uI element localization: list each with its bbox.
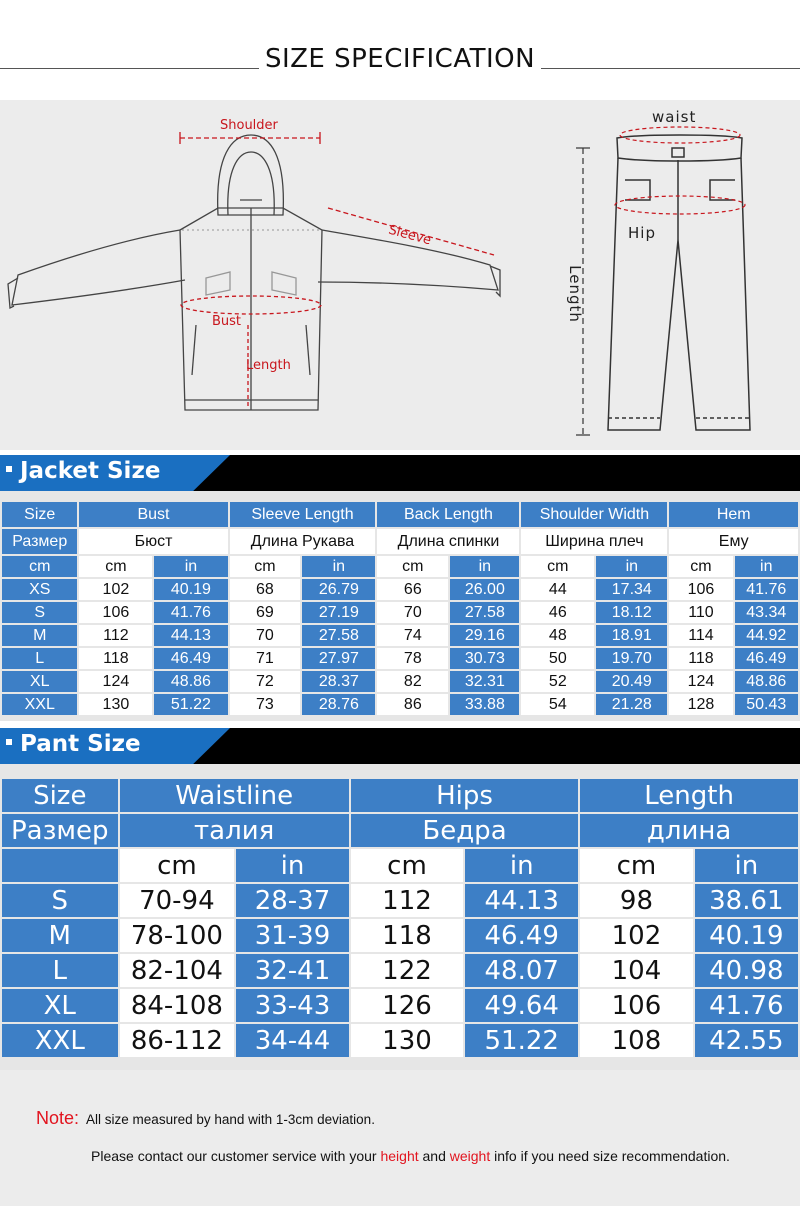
pant-header-ru-row [2,814,798,847]
size-illustration [0,100,800,450]
jacket-value-cell: 30.73 [450,648,519,669]
jacket-value-cell: 70 [230,625,301,646]
jacket-value-cell: 124 [79,671,152,692]
length-label: Length [246,358,291,373]
jacket-unit: in [735,556,799,577]
jacket-unit: in [154,556,227,577]
pant-header-hips: Hips [351,779,578,812]
jacket-row [2,648,798,669]
jacket-value-cell: 114 [669,625,732,646]
pant-size-table [0,777,800,1059]
pant-value-cell: 44.13 [465,884,578,917]
note-label: Note: [36,1108,80,1128]
pant-value-cell: 82-104 [120,954,235,987]
note-line-1 [36,1108,375,1129]
pant-header-length: Length [580,779,798,812]
pant-value-cell: 130 [351,1024,463,1057]
pant-row [2,1024,798,1057]
jacket-value-cell: 70 [377,602,448,623]
jacket-header-back: Back Length [377,502,519,527]
pant-header-ru-length: длина [580,814,798,847]
note-text-2a: Please contact our customer service with your [91,1148,377,1164]
jacket-header-ru-sleeve: Длина Рукава [230,529,376,554]
pant-value-cell: 40.19 [695,919,798,952]
pant-size-cell: XXL [2,1024,118,1057]
pant-header-ru-size: Размер [2,814,118,847]
jacket-size-cell: M [2,625,77,646]
jacket-value-cell: 48.86 [154,671,227,692]
pant-unit: in [695,849,798,882]
jacket-size-table [0,500,800,717]
jacket-header-shoulder: Shoulder Width [521,502,667,527]
jacket-size-cell: XS [2,579,77,600]
jacket-unit: cm [79,556,152,577]
jacket-value-cell: 43.34 [735,602,799,623]
jacket-row [2,602,798,623]
jacket-unit: in [302,556,375,577]
note-section [0,1070,800,1206]
pant-value-cell: 41.76 [695,989,798,1022]
pant-value-cell: 28-37 [236,884,349,917]
jacket-row [2,694,798,715]
jacket-header-ru-bust: Бюст [79,529,227,554]
pant-header-en-row [2,779,798,812]
pant-value-cell: 118 [351,919,463,952]
pants-drawing [608,135,750,430]
jacket-value-cell: 27.97 [302,648,375,669]
pant-value-cell: 102 [580,919,692,952]
jacket-value-cell: 110 [669,602,732,623]
jacket-value-cell: 66 [377,579,448,600]
jacket-value-cell: 26.79 [302,579,375,600]
jacket-value-cell: 124 [669,671,732,692]
jacket-unit: cm [521,556,594,577]
pant-header-waistline: Waistline [120,779,349,812]
jacket-size-cell: S [2,602,77,623]
pant-size-heading: Pant Size [20,731,141,757]
pant-value-cell: 40.98 [695,954,798,987]
jacket-value-cell: 46.49 [735,648,799,669]
jacket-value-cell: 46.49 [154,648,227,669]
title-section [0,0,800,100]
jacket-header-ru-shoulder: Ширина плеч [521,529,667,554]
pant-unit: cm [120,849,235,882]
jacket-header-sleeve: Sleeve Length [230,502,376,527]
note-height: height [380,1148,419,1164]
hip-label: Hip [628,224,656,242]
jacket-value-cell: 48 [521,625,594,646]
jacket-header-ru-row [2,529,798,554]
pant-header-ru-hips: Бедра [351,814,578,847]
jacket-value-cell: 73 [230,694,301,715]
jacket-header-en-row [2,502,798,527]
pant-unit: cm [580,849,692,882]
jacket-body [2,579,798,715]
jacket-value-cell: 20.49 [596,671,667,692]
jacket-unit: in [450,556,519,577]
jacket-header-hem: Hem [669,502,798,527]
jacket-value-cell: 17.34 [596,579,667,600]
pant-row [2,884,798,917]
jacket-unit-first: cm [2,556,77,577]
pant-value-cell: 78-100 [120,919,235,952]
jacket-value-cell: 50.43 [735,694,799,715]
note-and: and [422,1148,446,1164]
pant-size-cell: S [2,884,118,917]
jacket-value-cell: 50 [521,648,594,669]
jacket-value-cell: 68 [230,579,301,600]
pant-value-cell: 86-112 [120,1024,235,1057]
jacket-size-heading: Jacket Size [20,458,161,484]
pants-measure-lines [615,127,745,214]
jacket-header-ru-size: Размер [2,529,77,554]
pant-value-cell: 31-39 [236,919,349,952]
jacket-header-ru-back: Длина спинки [377,529,519,554]
bust-label: Bust [212,314,242,329]
pant-value-cell: 104 [580,954,692,987]
pant-value-cell: 46.49 [465,919,578,952]
note-text-2b: info if you need size recommendation. [494,1148,730,1164]
pant-unit: in [465,849,578,882]
jacket-unit: cm [377,556,448,577]
pant-row [2,919,798,952]
jacket-value-cell: 71 [230,648,301,669]
jacket-unit: cm [230,556,301,577]
jacket-row [2,625,798,646]
page-title: SIZE SPECIFICATION [0,44,800,74]
jacket-unit: in [596,556,667,577]
pant-value-cell: 108 [580,1024,692,1057]
jacket-measure-lines [180,132,494,408]
jacket-value-cell: 78 [377,648,448,669]
jacket-value-cell: 18.91 [596,625,667,646]
jacket-value-cell: 106 [669,579,732,600]
jacket-value-cell: 52 [521,671,594,692]
sleeve-label: Sleeve [386,222,433,249]
jacket-value-cell: 69 [230,602,301,623]
pant-unit-blank [2,849,118,882]
jacket-value-cell: 28.76 [302,694,375,715]
jacket-value-cell: 46 [521,602,594,623]
pant-value-cell: 49.64 [465,989,578,1022]
jacket-value-cell: 44.92 [735,625,799,646]
jacket-size-cell: L [2,648,77,669]
jacket-value-cell: 82 [377,671,448,692]
pant-row [2,954,798,987]
jacket-value-cell: 54 [521,694,594,715]
jacket-value-cell: 112 [79,625,152,646]
pant-size-cell: M [2,919,118,952]
pant-body [2,884,798,1057]
jacket-value-cell: 51.22 [154,694,227,715]
jacket-value-cell: 28.37 [302,671,375,692]
jacket-value-cell: 118 [669,648,732,669]
jacket-size-banner [0,455,800,491]
jacket-value-cell: 44 [521,579,594,600]
jacket-value-cell: 41.76 [154,602,227,623]
jacket-value-cell: 86 [377,694,448,715]
pant-unit: cm [351,849,463,882]
note-text-1: All size measured by hand with 1-3cm deviation. [86,1112,375,1127]
jacket-value-cell: 33.88 [450,694,519,715]
jacket-value-cell: 27.58 [302,625,375,646]
pant-value-cell: 42.55 [695,1024,798,1057]
jacket-value-cell: 19.70 [596,648,667,669]
pant-size-banner [0,728,800,764]
pant-length-label: Length [565,265,584,323]
jacket-size-cell: XXL [2,694,77,715]
jacket-value-cell: 72 [230,671,301,692]
jacket-value-cell: 106 [79,602,152,623]
pant-value-cell: 34-44 [236,1024,349,1057]
jacket-value-cell: 32.31 [450,671,519,692]
pant-value-cell: 32-41 [236,954,349,987]
jacket-value-cell: 41.76 [735,579,799,600]
pant-value-cell: 33-43 [236,989,349,1022]
pant-header-size: Size [2,779,118,812]
jacket-row [2,671,798,692]
shoulder-label: Shoulder [220,118,278,133]
jacket-unit: cm [669,556,732,577]
jacket-header-ru-hem: Ему [669,529,798,554]
jacket-value-cell: 48.86 [735,671,799,692]
pant-value-cell: 70-94 [120,884,235,917]
pant-size-cell: L [2,954,118,987]
jacket-unit-row [2,556,798,577]
jacket-header-bust: Bust [79,502,227,527]
pant-unit-row [2,849,798,882]
note-weight: weight [449,1148,491,1164]
pant-value-cell: 112 [351,884,463,917]
jacket-value-cell: 21.28 [596,694,667,715]
pant-value-cell: 38.61 [695,884,798,917]
jacket-value-cell: 102 [79,579,152,600]
jacket-value-cell: 26.00 [450,579,519,600]
pant-value-cell: 51.22 [465,1024,578,1057]
pant-value-cell: 106 [580,989,692,1022]
note-line-2 [91,1148,730,1164]
garment-drawing [0,100,800,450]
jacket-value-cell: 18.12 [596,602,667,623]
jacket-value-cell: 44.13 [154,625,227,646]
pant-header-ru-waist: талия [120,814,349,847]
jacket-size-cell: XL [2,671,77,692]
jacket-header-size: Size [2,502,77,527]
jacket-value-cell: 40.19 [154,579,227,600]
pant-value-cell: 84-108 [120,989,235,1022]
pant-row [2,989,798,1022]
pant-unit: in [236,849,349,882]
pant-value-cell: 126 [351,989,463,1022]
pant-value-cell: 98 [580,884,692,917]
jacket-value-cell: 74 [377,625,448,646]
jacket-row [2,579,798,600]
pant-value-cell: 122 [351,954,463,987]
jacket-value-cell: 118 [79,648,152,669]
jacket-value-cell: 27.58 [450,602,519,623]
jacket-value-cell: 29.16 [450,625,519,646]
jacket-value-cell: 27.19 [302,602,375,623]
pant-size-cell: XL [2,989,118,1022]
pant-value-cell: 48.07 [465,954,578,987]
jacket-value-cell: 128 [669,694,732,715]
jacket-value-cell: 130 [79,694,152,715]
waist-label: waist [652,108,697,126]
